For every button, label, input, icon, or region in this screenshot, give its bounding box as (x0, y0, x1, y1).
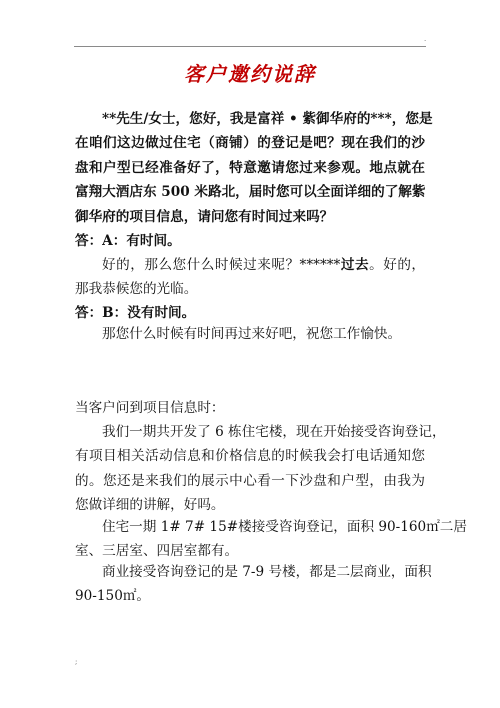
intro-line: 御华府的项目信息，请问您有时间过来吗？ (75, 208, 334, 225)
header-rule (74, 46, 426, 47)
intro-line: **先生/女士，您好，我是富祥 • 紫御华府的***，您是 (102, 111, 433, 127)
residential-line: 住宅一期 1# 7# 15#楼接受咨询登记，面积 90-160㎡二居 (102, 519, 467, 535)
reply-a-prefix: 好的，那么您什么时候过来呢？****** (102, 257, 341, 273)
section-line: 您做详细的讲解，好吗。 (75, 497, 225, 514)
header-mark: . (424, 35, 427, 43)
section-line: 我们一期共开发了 6 栋住宅楼，现在开始接受咨询登记， (102, 424, 446, 440)
section-heading: 当客户问到项目信息时： (75, 400, 225, 416)
reply-a-suffix: 。好的， (369, 257, 426, 273)
commercial-line: 90-150㎡。 (75, 588, 151, 605)
page-title: 客户邀约说辞 (184, 62, 316, 86)
residential-line: 室、三居室、四居室都有。 (75, 543, 239, 560)
residential-paragraph (75, 515, 467, 564)
intro-line: 盘和户型已经准备好了，特意邀请您过来参观。地点就在 (75, 159, 425, 176)
section-paragraph (75, 420, 446, 518)
reply-a-line2: 那我恭候您的光临。 (75, 281, 198, 298)
footer-mark: ; (75, 658, 78, 666)
answer-b: 答：B：没有时间。 (75, 305, 196, 321)
commercial-paragraph (75, 560, 432, 609)
section-heading-block (75, 396, 425, 420)
commercial-line: 商业接受咨询登记的是 7-9 号楼，都是二层商业，面积 (102, 564, 432, 580)
section-line: 有项目相关活动信息和价格信息的时候我会打电话通知您 (75, 448, 425, 465)
answer-a: 答：A：有时间。 (75, 232, 181, 249)
reply-b: 那您什么时候有时间再过来好吧，祝您工作愉快。 (102, 326, 402, 342)
section-line: 的。您还是来我们的展示中心看一下沙盘和户型，由我为 (75, 472, 425, 489)
reply-a-bold: 过去 (340, 257, 370, 273)
reply-b-block (75, 322, 425, 346)
reply-a-paragraph (75, 253, 425, 302)
reply-a-line (75, 253, 425, 277)
intro-paragraph (75, 107, 433, 253)
intro-line: 在咱们这边做过住宅（商铺）的登记是吧？现在我们的沙 (75, 135, 425, 152)
intro-line: 富翔大酒店东 500 米路北，届时您可以全面详细的了解紫 (75, 184, 426, 201)
